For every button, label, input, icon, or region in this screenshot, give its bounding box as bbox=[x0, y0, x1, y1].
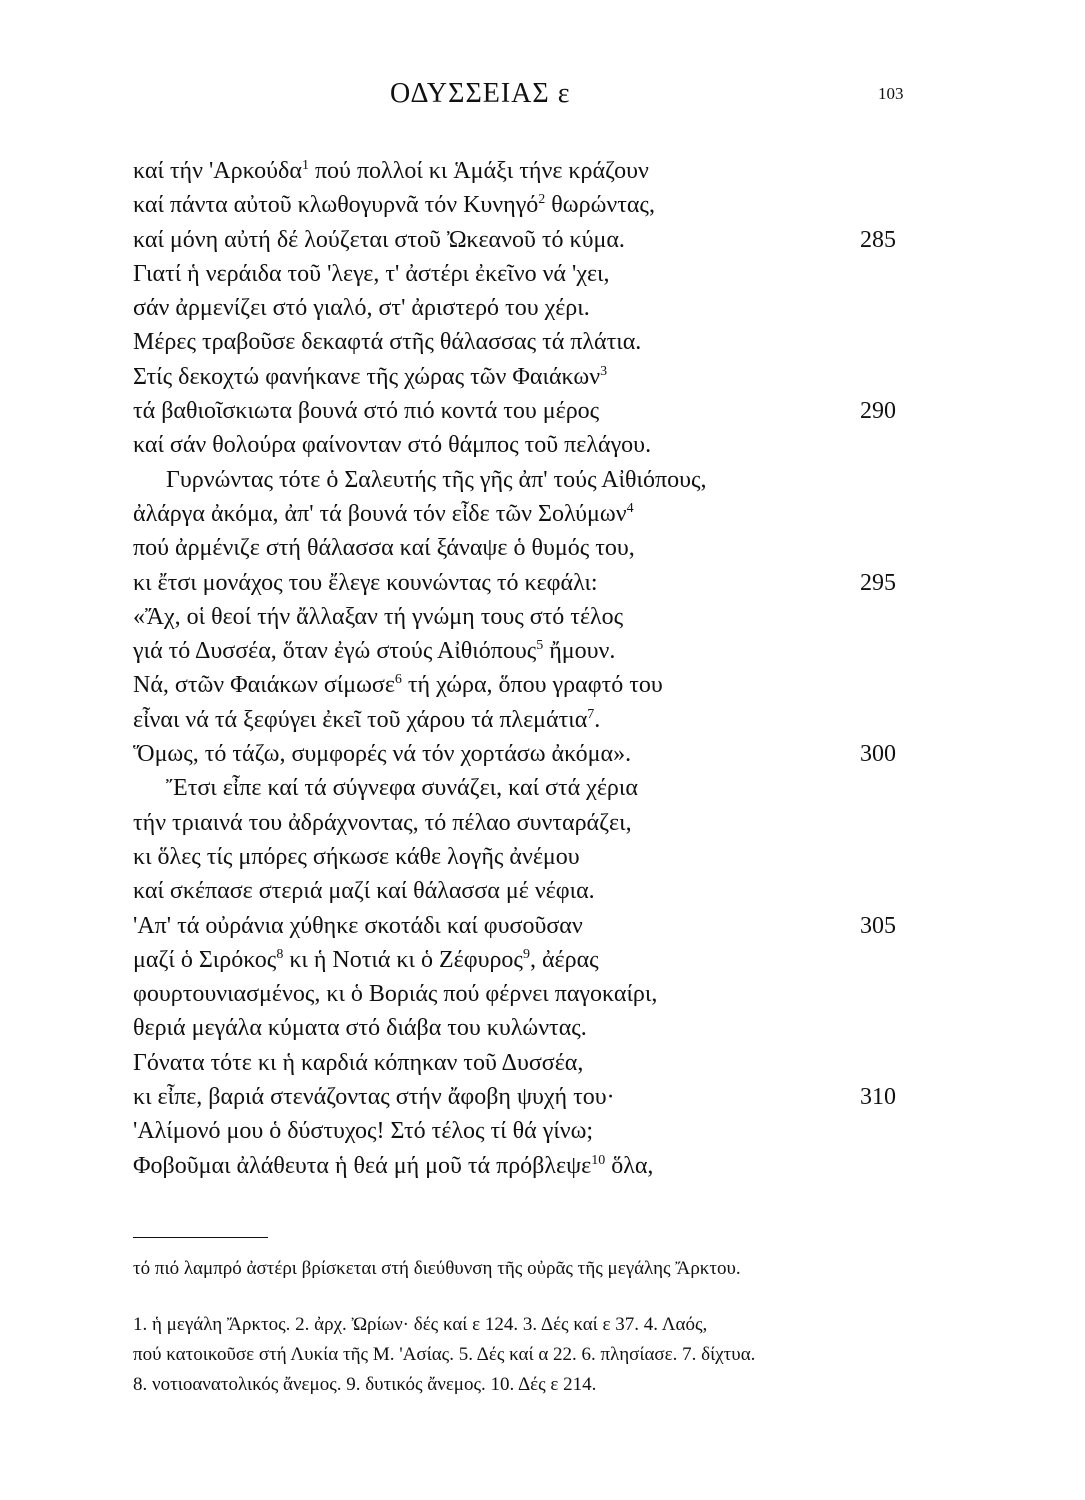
footnote-marker: 4 bbox=[626, 500, 634, 516]
footnote-marker: 10 bbox=[591, 1152, 606, 1168]
verse-text: εἶναι νά τά ξεφύγει ἐκεῖ τοῦ χάρου τά πλεμάτια$^7$. bbox=[133, 706, 601, 733]
verse-line bbox=[0, 1080, 1085, 1114]
verse-line bbox=[0, 634, 1085, 668]
verse-line bbox=[0, 703, 1085, 737]
verse-text: 'Αλίμονό μου ὁ δύστυχος! Στό τέλος τί θά γίνω; bbox=[133, 1118, 594, 1145]
verse-line bbox=[0, 497, 1085, 531]
verse-text: Γυρνώντας τότε ὁ Σαλευτής τῆς γῆς ἀπ' τούς Αἰθιόπους, bbox=[166, 466, 707, 493]
footnote-marker: 6 bbox=[394, 672, 402, 688]
verse-text: καί τήν 'Αρκούδα$^1$ πού πολλοί κι Ἁμάξι τήνε κράζουν bbox=[133, 158, 649, 184]
footnote-marker: 2 bbox=[538, 192, 546, 208]
verse-line bbox=[0, 188, 1085, 222]
line-number: 310 bbox=[860, 1084, 896, 1111]
footnote-marker: 9 bbox=[522, 946, 530, 962]
verse-line bbox=[0, 874, 1085, 908]
verse-line bbox=[0, 325, 1085, 359]
line-number: 305 bbox=[860, 912, 896, 939]
verse-text: «Ἄχ, οἱ θεοί τήν ἄλλαξαν τή γνώμη τους στό τέλος bbox=[133, 603, 624, 630]
verse-text: σάν ἀρμενίζει στό γιαλό, στ' ἀριστερό του χέρι. bbox=[133, 295, 590, 322]
verse-line bbox=[0, 531, 1085, 565]
footnote-divider bbox=[133, 1237, 268, 1238]
verse-line bbox=[0, 1114, 1085, 1148]
verse-text: Στίς δεκοχτώ φανήκανε τῆς χώρας τῶν Φαιάκων$^3$ bbox=[133, 363, 608, 390]
footnote-marker: 7 bbox=[587, 706, 595, 722]
page-header bbox=[0, 78, 1085, 118]
footnote-line: 8. νοτιοανατολικός ἄνεμος. 9. δυτικός ἄνεμος. 10. Δές ε 214. bbox=[133, 1374, 597, 1395]
verse-text: Μέρες τραβοῦσε δεκαφτά στῆς θάλασσας τά πλάτια. bbox=[133, 329, 642, 356]
verse-text: καί μόνη αὐτή δέ λούζεται στοῦ Ὠκεανοῦ τό κύμα. bbox=[133, 226, 625, 253]
footnote-marker: 8 bbox=[276, 946, 284, 962]
line-number: 285 bbox=[860, 226, 896, 253]
verse-line bbox=[0, 977, 1085, 1011]
verse-text: ἀλάργα ἀκόμα, ἀπ' τά βουνά τόν εἶδε τῶν Σολύμων$^4$ bbox=[133, 500, 634, 527]
verse-text: κι ἔτσι μονάχος του ἔλεγε κουνώντας τό κεφάλι: bbox=[133, 569, 598, 596]
verse-line bbox=[0, 600, 1085, 634]
footnote-marker: 3 bbox=[600, 363, 608, 379]
verse-line bbox=[0, 771, 1085, 805]
verse-text: μαζί ὁ Σιρόκος$^8$ κι ἡ Νοτιά κι ὁ Ζέφυρος$^9$, ἀέρας bbox=[133, 946, 599, 973]
verse-text: γιά τό Δυσσέα, ὅταν ἐγώ στούς Αἰθιόπους$^5$ ἤμουν. bbox=[133, 638, 616, 665]
footnotes bbox=[133, 1310, 755, 1400]
footnote-marker: 5 bbox=[536, 638, 544, 654]
line-number: 300 bbox=[860, 741, 896, 768]
verse-line bbox=[0, 154, 1085, 188]
verse-line bbox=[0, 909, 1085, 943]
verse-text: Ὅμως, τό τάζω, συμφορές νά τόν χορτάσω ἀκόμα». bbox=[133, 741, 632, 768]
line-number: 295 bbox=[860, 569, 896, 596]
verse-text: φουρτουνιασμένος, κι ὁ Βοριάς πού φέρνει παγοκαίρι, bbox=[133, 981, 658, 1008]
footnote-marker: 1 bbox=[301, 158, 309, 173]
running-title: ΟΔΥΣΣΕΙΑΣ ε bbox=[390, 78, 571, 109]
verse-line bbox=[0, 566, 1085, 600]
verse-text: καί σάν θολούρα φαίνονταν στό θάμπος τοῦ πελάγου. bbox=[133, 432, 652, 459]
verse-block bbox=[0, 154, 1085, 1183]
verse-line bbox=[0, 943, 1085, 977]
verse-text: πού ἀρμένιζε στή θάλασσα καί ξάναψε ὁ θυμός του, bbox=[133, 535, 635, 562]
verse-text: Φοβοῦμαι ἀλάθευτα ἡ θεά μή μοῦ τά πρόβλεψε$^{10}$ ὅλα, bbox=[133, 1152, 654, 1179]
verse-line bbox=[0, 668, 1085, 702]
verse-text: Γιατί ἡ νεράιδα τοῦ 'λεγε, τ' ἀστέρι ἐκεῖνο νά 'χει, bbox=[133, 260, 610, 287]
verse-text: καί πάντα αὐτοῦ κλωθογυρνᾶ τόν Κυνηγό$^2$ θωρώντας, bbox=[133, 192, 655, 219]
verse-line bbox=[0, 360, 1085, 394]
footnote-line: 1. ἡ μεγάλη Ἄρκτος. 2. ἀρχ. Ὠρίων· δές καί ε 124. 3. Δές καί ε 37. 4. Λαός, bbox=[133, 1314, 708, 1335]
footnote-line: πού κατοικοῦσε στή Λυκία τῆς Μ. 'Ασίας. 5. Δές καί α 22. 6. πλησίασε. 7. δίχτυα. bbox=[133, 1344, 756, 1365]
verse-text: 'Απ' τά οὐράνια χύθηκε σκοτάδι καί φυσοῦσαν bbox=[133, 912, 583, 939]
verse-text: κι ὅλες τίς μπόρες σήκωσε κάθε λογῆς ἀνέμου bbox=[133, 843, 580, 870]
verse-line bbox=[0, 223, 1085, 257]
footnote-intro: τό πιό λαμπρό ἀστέρι βρίσκεται στή διεύθυνση τῆς οὐρᾶς τῆς μεγάλης Ἄρκτου. bbox=[133, 1258, 741, 1279]
verse-text: τήν τριαινά του ἀδράχνοντας, τό πέλαο συνταράζει, bbox=[133, 809, 632, 836]
verse-text: τά βαθιοῖσκιωτα βουνά στό πιό κοντά του μέρος bbox=[133, 398, 600, 425]
verse-text: κι εἶπε, βαριά στενάζοντας στήν ἄφοβη ψυχή του· bbox=[133, 1084, 615, 1111]
verse-text: Νά, στῶν Φαιάκων σίμωσε$^6$ τή χώρα, ὅπου γραφτό του bbox=[133, 672, 663, 699]
verse-text: θεριά μεγάλα κύματα στό διάβα του κυλώντας. bbox=[133, 1015, 587, 1042]
verse-text: καί σκέπασε στεριά μαζί καί θάλασσα μέ νέφια. bbox=[133, 878, 595, 905]
verse-line bbox=[0, 840, 1085, 874]
verse-line bbox=[0, 1046, 1085, 1080]
verse-line bbox=[0, 257, 1085, 291]
verse-line bbox=[0, 394, 1085, 428]
verse-line bbox=[0, 806, 1085, 840]
verse-line bbox=[0, 737, 1085, 771]
verse-line bbox=[0, 428, 1085, 462]
verse-line bbox=[0, 463, 1085, 497]
page-number: 103 bbox=[878, 84, 904, 103]
line-number: 290 bbox=[860, 398, 896, 425]
verse-line bbox=[0, 291, 1085, 325]
verse-text: Γόνατα τότε κι ἡ καρδιά κόπηκαν τοῦ Δυσσέα, bbox=[133, 1049, 584, 1076]
verse-text: Ἔτσι εἶπε καί τά σύγνεφα συνάζει, καί στά χέρια bbox=[166, 775, 638, 802]
verse-line bbox=[0, 1149, 1085, 1183]
verse-line bbox=[0, 1011, 1085, 1045]
